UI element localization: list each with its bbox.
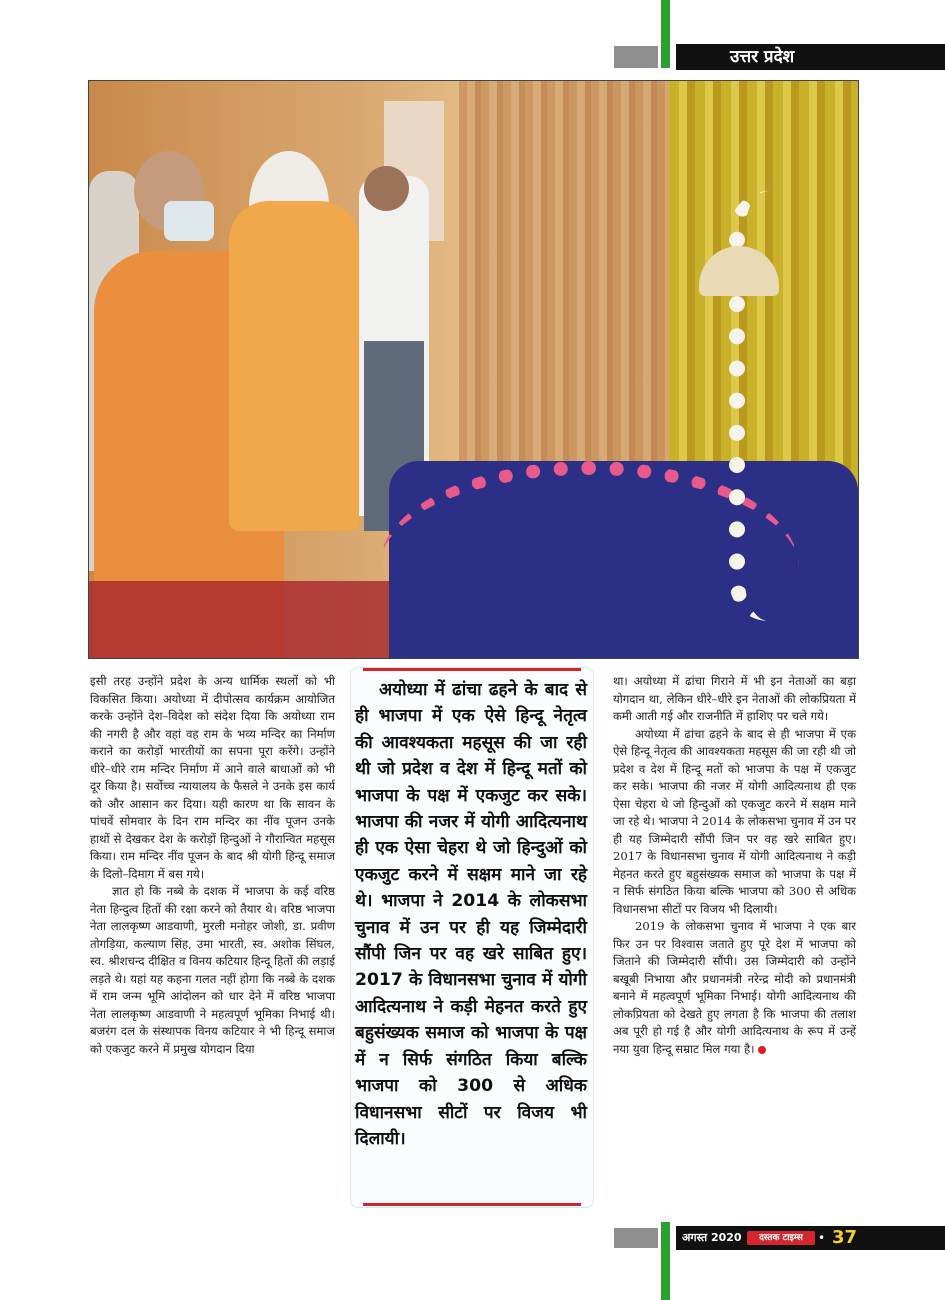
pull-quote-text: अयोध्या में ढांचा ढहने के बाद से ही भाजपा में एक ऐसे हिन्दू नेतृत्व की आवश्यकता महसूस की जा रही थी जो प्रदेश व देश में हिन्दू मतों को भाजपा के पक्ष में एकजुट कर सके। भाजपा की नजर में योगी आदित्यनाथ ही एक ऐसा चेहरा थे जो हिन्दुओं को एकजुट करने में सक्षम माने जा रहे थे। भाजपा ने 2014 के लोकसभा चुनाव में उन पर ही यह जिम्मेदारी सौंपी जिन पर वह खरे साबित हुए। 2017 के विधानसभा चुनाव में योगी आदित्यनाथ ने कड़ी मेहनत करते हुए बहुसंख्यक समाज को भाजपा के पक्ष में न सिर्फ संगठित किया बल्कि भाजपा को 300 से अधिक विधानसभा सीटों पर विजय भी दिलायी। [355, 680, 587, 1149]
paragraph: इसी तरह उन्होंने प्रदेश के अन्य धार्मिक स्थलों को भी विकसित किया। अयोध्या में दीपोत्सव कार्यक्रम आयोजित करके उन्होंने देश–विदेश को संदेश दिया कि अयोध्या राम की नगरी है और वहां वह राम के भव्य मन्दिर का निर्माण कराने का करोड़ों भारतीयों का सपना पूरा करेंगे। उन्होंने धीरे–धीरे राम मन्दिर निर्माण में आने वाले बाधाओं को भी दूर किया है। सर्वोच्च न्यायालय के फैसले ने उनके इस कार्य को और आसान कर दिया। यही कारण था कि सावन के पांचवें सोमवार के दिन राम मन्दिर का नींव पूजन उनके हाथों से देखकर देश के करोड़ों हिन्दुओं ने गौरान्वित महसूस किया। राम मन्दिर नींव पूजन के बाद श्री योगी हिन्दू समाज के दिलो–दिमाग में बस गये। [90, 674, 335, 881]
footer-separator: • [818, 1231, 826, 1245]
article-photo [88, 80, 859, 659]
paragraph: अयोध्या में ढांचा ढहने के बाद से ही भाजपा में एक ऐसे हिन्दू नेतृत्व की आवश्यकता महसूस की जा रही थी जो प्रदेश व देश में हिन्दू मतों को भाजपा के पक्ष में एकजुट कर सके। भाजपा की नजर में योगी आदित्यनाथ ही एक ऐसा चेहरा थे जो हिन्दुओं को एकजुट करने में सक्षम माने जा रहे थे। भाजपा ने 2014 के लोकसभा चुनाव में उन पर ही यह जिम्मेदारी सौंपी जिन पर वह खरे साबित हुए। 2017 के विधानसभा चुनाव में योगी आदित्यनाथ ने कड़ी मेहनत करते हुए बहुसंख्यक समाज को भाजपा के पक्ष में न सिर्फ संगठित किया बल्कि भाजपा को 300 से अधिक विधानसभा सीटों पर विजय भी दिलायी। [613, 726, 856, 916]
end-of-article-icon [758, 1046, 766, 1054]
header-gray-block [614, 46, 658, 68]
paragraph-text: 2019 के लोकसभा चुनाव में भाजपा ने एक बार फिर उन पर विश्वास जताते हुए पूरे देश में भाजपा को जिताने की जिम्मेदारी सौंपी। उस जिम्मेदारी को उन्होंने बखूबी निभाया और प्रधानमंत्री नरेन्द्र मोदी को प्रधानमंत्री बनाने में महत्वपूर्ण भूमिका निभाई। योगी आदित्यनाथ की लोकप्रियता को देखते हुए लगता है कि भाजपा की तलाश अब पूरी हो गई है और योगी आदित्यनाथ के रूप में उन्हें नया युवा हिन्दू सम्राट मिल गया है। [613, 919, 856, 1056]
issue-date: अगस्त 2020 [682, 1231, 742, 1244]
top-accent-bar [661, 0, 670, 68]
magazine-name: दस्तक टाइम्स [759, 1233, 803, 1243]
article-column-right [613, 673, 856, 1058]
paragraph: ज्ञात हो कि नब्बे के दशक में भाजपा के कई वरिष्ठ नेता हिन्दुत्व हितों की रक्षा करने को तैयार थे। वरिष्ठ भाजपा नेता लालकृष्ण आडवाणी, मुरली मनोहर जोशी, डा. प्रवीण तोगड़िया, कल्याण सिंह, उमा भारती, स्व. अशोक सिंघल, स्व. श्रीशचन्द दीक्षित व विनय कटियार हिन्दू हितों की लड़ाई लड़ते थे। यहां यह कहना गलत नहीं होगा कि नब्बे के दशक में राम जन्म भूमि आंदोलन को धार देने में वरिष्ठ भाजपा नेता लालकृष्ण आडवाणी ने महत्वपूर्ण भूमिका निभाई थी। बजरंग दल के संस्थापक विनय कटियार ने भी हिन्दू समाज को एकजुट करने में प्रमुख योगदान दिया [90, 884, 335, 1056]
footer-gray-block [614, 1228, 658, 1248]
paragraph: था। अयोध्या में ढांचा गिराने में भी इन नेताओं का बड़ा योगदान था, लेकिन धीरे–धीरे इन नेताओं की लोकप्रियता में कमी आती गई और राजनीति में हाशिए पर चले गये। [613, 674, 856, 723]
section-header-bar [676, 44, 945, 70]
pull-quote-bottom-rule [363, 1203, 581, 1206]
article-column-left [90, 673, 335, 1058]
section-title: उत्तर प्रदेश [730, 47, 795, 67]
bottom-accent-bar [661, 1222, 670, 1300]
page-number: 37 [832, 1227, 858, 1248]
paragraph-final [613, 918, 856, 1058]
pull-quote-top-rule [363, 668, 581, 671]
